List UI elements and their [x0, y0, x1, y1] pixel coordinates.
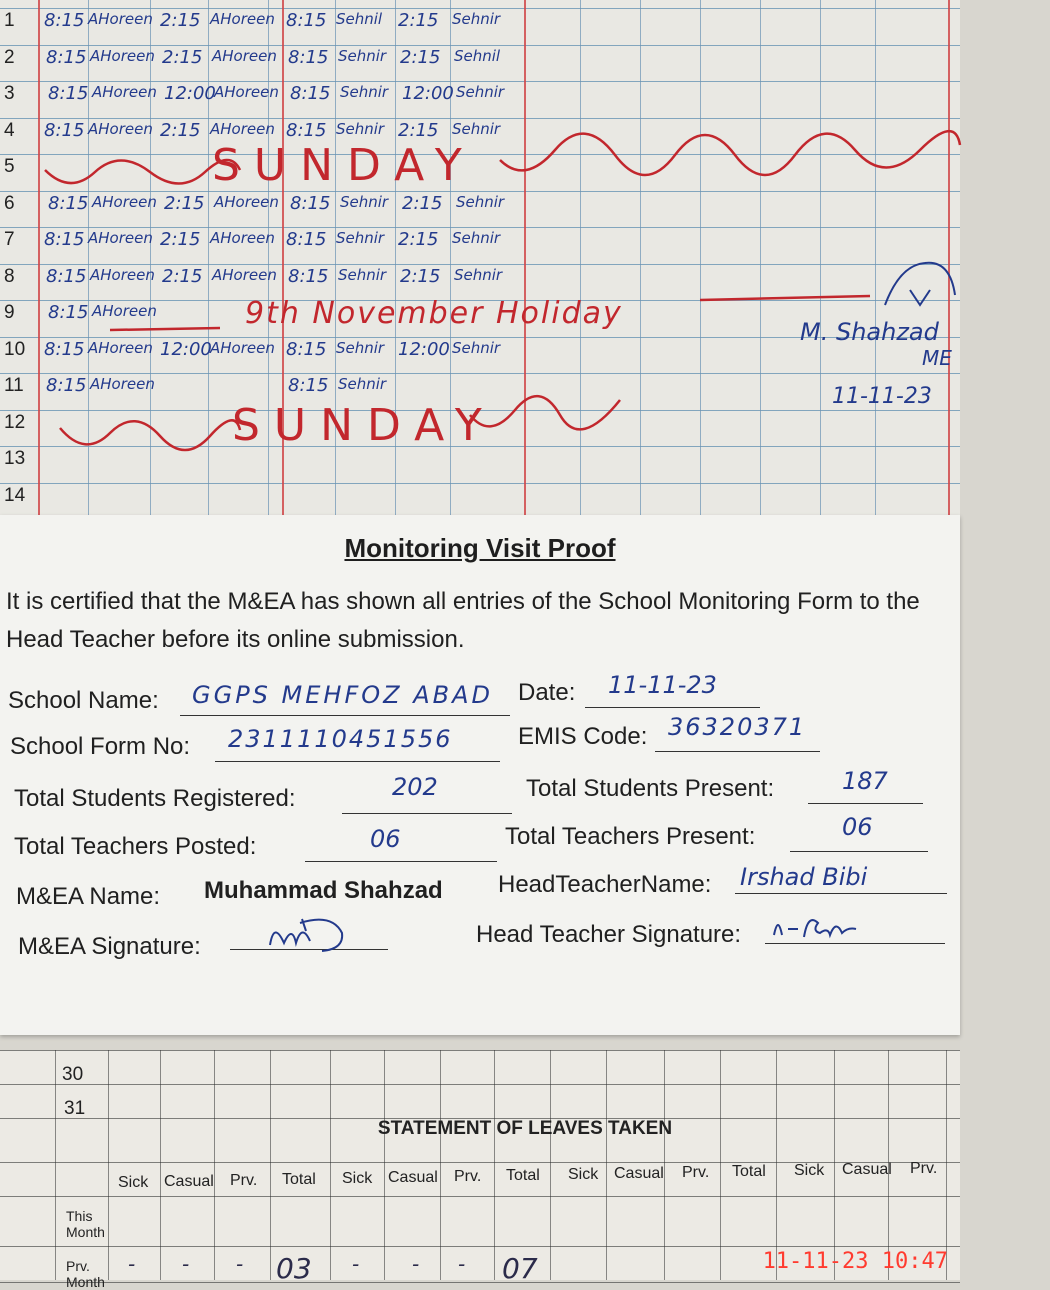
sunday-label: SUNDAY [232, 400, 496, 451]
entry-name: AHoreen [212, 265, 277, 284]
leave-column-header: Prv. [454, 1168, 482, 1185]
camera-timestamp: 11-11-23 10:47 [762, 1249, 948, 1274]
lower-column-line [160, 1050, 161, 1280]
row-number: 3 [4, 83, 15, 104]
entry-name: AHoreen [88, 229, 153, 247]
emis-label: EMIS Code: [518, 723, 648, 750]
register-row-line [0, 227, 960, 228]
entry-name: Sehnir [336, 119, 385, 138]
entry-time: 2:15 [400, 265, 441, 287]
school-name-line [180, 715, 510, 716]
entry-name: AHoreen [88, 10, 153, 28]
entry-time: 8:15 [290, 192, 331, 214]
entry-time: 2:15 [398, 229, 439, 250]
teachers-present-label: Total Teachers Present: [505, 823, 756, 850]
entry-name: Sehnir [336, 338, 385, 357]
entry-time: 8:15 [286, 119, 327, 141]
margin-suffix: ME [922, 346, 952, 370]
lower-column-line [664, 1050, 665, 1280]
students-present-label: Total Students Present: [526, 775, 775, 802]
holiday-note: 9th November Holiday [245, 296, 623, 331]
entry-name: AHoreen [90, 265, 155, 284]
teachers-present-value: 06 [842, 813, 873, 841]
entry-time: 8:15 [48, 192, 89, 214]
students-registered-label: Total Students Registered: [14, 785, 296, 812]
lower-column-line [55, 1050, 56, 1280]
prv-month-value: - [412, 1252, 420, 1276]
entry-time: 8:15 [286, 229, 327, 250]
lower-row-line [0, 1282, 960, 1283]
prv-month-value: - [182, 1252, 190, 1276]
entry-name: AHoreen [88, 119, 153, 138]
leave-column-header: Prv. [910, 1160, 938, 1177]
entry-time: 8:15 [44, 229, 85, 250]
entry-name: AHoreen [210, 338, 275, 357]
wave-strike [470, 395, 620, 440]
entry-time: 8:15 [290, 83, 331, 104]
entry-time: 2:15 [402, 192, 443, 214]
entry-name: AHoreen [214, 192, 279, 211]
row-number: 4 [4, 119, 15, 141]
entry-time: 8:15 [46, 375, 87, 396]
entry-name: Sehnir [452, 229, 501, 247]
school-name-label: School Name: [8, 687, 159, 714]
entry-name: AHoreen [92, 302, 157, 320]
mea-name-value: Muhammad Shahzad [204, 877, 443, 904]
students-present-line [808, 803, 923, 804]
row-number: 14 [4, 484, 26, 506]
lower-row-line [0, 1084, 960, 1085]
entry-name: AHoreen [214, 83, 279, 101]
teachers-posted-value: 06 [370, 825, 401, 853]
register-column-line [760, 0, 761, 520]
margin-name: M. Shahzad [800, 318, 939, 346]
prv-month-value: - [458, 1252, 466, 1276]
leave-column-header: Sick [568, 1166, 599, 1183]
register-column-line [700, 0, 701, 520]
entry-name: Sehnir [340, 83, 389, 101]
entry-time: 2:15 [160, 10, 201, 31]
leave-column-header: Sick [118, 1174, 149, 1191]
prv-month-value: 03 [276, 1252, 312, 1285]
wave-strike [40, 150, 240, 195]
lower-column-line [946, 1050, 947, 1280]
row-number: 11 [4, 375, 24, 396]
entry-time: 2:15 [398, 119, 439, 141]
students-registered-value: 202 [392, 773, 438, 801]
leave-column-header: Total [506, 1167, 540, 1184]
prv-month-label: Prv. Month [66, 1258, 105, 1290]
register-column-line [580, 0, 581, 520]
entry-name: AHoreen [90, 46, 155, 65]
leave-column-header: Casual [842, 1161, 892, 1178]
entry-name: Sehnir [452, 10, 501, 28]
head-teacher-name-label: HeadTeacherName: [498, 871, 712, 898]
date-line [585, 707, 760, 708]
entry-name: Sehnir [338, 265, 387, 284]
margin-signature-icon [880, 255, 960, 315]
slip-title: Monitoring Visit Proof [344, 533, 616, 563]
wave-strike [60, 418, 240, 458]
register-row-line [0, 81, 960, 82]
entry-name: Sehnir [452, 119, 501, 138]
entry-name: Sehnir [338, 375, 387, 393]
entry-time: 2:15 [162, 265, 203, 287]
this-month-label: This Month [66, 1208, 105, 1240]
lower-row-line [0, 1246, 960, 1247]
entry-name: Sehnir [340, 192, 389, 211]
lower-column-line [834, 1050, 835, 1280]
lower-row-line [0, 1196, 960, 1197]
lower-register [0, 1050, 960, 1290]
leave-column-header: Casual [164, 1173, 214, 1190]
form-no-line [215, 761, 500, 762]
leave-column-header: Total [732, 1163, 766, 1180]
entry-name: Sehnir [338, 46, 387, 65]
register-row-line [0, 264, 960, 265]
strike-line [700, 290, 870, 310]
entry-time: 8:15 [44, 338, 85, 360]
lower-column-line [214, 1050, 215, 1280]
entry-name: Sehnir [456, 192, 505, 211]
register-row-line [0, 8, 960, 9]
lower-column-line [384, 1050, 385, 1280]
row-number: 10 [4, 338, 26, 360]
entry-time: 2:15 [164, 192, 205, 214]
students-present-value: 187 [842, 767, 888, 795]
entry-name: AHoreen [210, 119, 275, 138]
row-number: 5 [4, 156, 15, 177]
lower-column-line [494, 1050, 495, 1280]
form-no-label: School Form No: [10, 733, 191, 760]
prv-month-value: 07 [502, 1252, 538, 1285]
row-number: 6 [4, 192, 15, 214]
school-name-value: GGPS MEHFOZ ABAD [192, 681, 493, 709]
head-teacher-signature-label: Head Teacher Signature: [476, 921, 742, 948]
margin-date: 11-11-23 [832, 384, 932, 409]
leave-column-header: Casual [388, 1169, 438, 1186]
entry-name: AHoreen [90, 375, 155, 393]
entry-name: Sehnir [452, 338, 501, 357]
emis-value: 36320371 [668, 713, 807, 741]
entry-name: AHoreen [210, 229, 275, 247]
row-number: 13 [4, 448, 26, 469]
entry-name: AHoreen [92, 192, 157, 211]
register-row-line [0, 118, 960, 119]
students-registered-line [342, 813, 512, 814]
leave-column-header: Total [282, 1171, 316, 1188]
strike-line [110, 318, 220, 338]
register-margin-line [524, 0, 526, 520]
prv-month-value: - [236, 1252, 244, 1276]
entry-name: AHoreen [212, 46, 277, 65]
leave-column-header: Prv. [230, 1172, 258, 1189]
entry-time: 2:15 [162, 46, 203, 68]
monitoring-visit-slip [0, 515, 960, 1035]
entry-time: 2:15 [160, 119, 201, 141]
leave-column-header: Casual [614, 1165, 664, 1182]
lower-column-line [440, 1050, 441, 1280]
entry-time: 8:15 [286, 10, 327, 31]
entry-time: 2:15 [160, 229, 201, 250]
entry-name: Sehnil [336, 10, 383, 28]
entry-time: 8:15 [48, 302, 89, 323]
lower-column-line [776, 1050, 777, 1280]
entry-time: 8:15 [44, 119, 85, 141]
lower-column-line [270, 1050, 271, 1280]
sunday-label: SUNDAY [212, 140, 476, 191]
head-teacher-name-line [735, 893, 947, 894]
entry-name: AHoreen [88, 338, 153, 357]
head-teacher-signature-icon [768, 909, 868, 945]
row-number: 2 [4, 46, 15, 68]
form-no-value: 2311110451556 [228, 725, 453, 753]
leave-column-header: Sick [342, 1170, 373, 1187]
register-column-line [875, 0, 876, 520]
register-column-line [820, 0, 821, 520]
row-number: 31 [64, 1098, 86, 1119]
lower-row-line [0, 1050, 960, 1051]
teachers-posted-label: Total Teachers Posted: [14, 833, 257, 860]
row-number: 30 [62, 1064, 84, 1085]
entry-time: 8:15 [44, 10, 85, 31]
entry-time: 8:15 [48, 83, 89, 104]
date-value: 11-11-23 [608, 671, 717, 699]
leave-column-header: Prv. [682, 1164, 710, 1181]
entry-time: 8:15 [286, 338, 327, 360]
register-column-line [640, 0, 641, 520]
row-number: 9 [4, 302, 15, 323]
entry-time: 12:00 [398, 338, 450, 360]
mea-signature-label: M&EA Signature: [18, 933, 201, 960]
row-number: 7 [4, 229, 15, 250]
head-teacher-name-value: Irshad Bibi [740, 863, 868, 891]
entry-time: 2:15 [400, 46, 441, 68]
lower-column-line [550, 1050, 551, 1280]
entry-name: Sehnir [454, 265, 503, 284]
entry-name: Sehnil [454, 46, 501, 65]
emis-line [655, 751, 820, 752]
prv-month-value: - [352, 1252, 360, 1276]
register-row-line [0, 45, 960, 46]
prv-month-value: - [128, 1252, 136, 1276]
entry-name: AHoreen [92, 83, 157, 101]
attendance-register [0, 0, 960, 520]
entry-time: 12:00 [402, 83, 454, 104]
leaves-title: STATEMENT OF LEAVES TAKEN [377, 1118, 673, 1139]
entry-time: 8:15 [288, 375, 329, 396]
leave-column-header: Sick [794, 1162, 825, 1179]
entry-time: 12:00 [160, 338, 212, 360]
entry-name: AHoreen [210, 10, 275, 28]
entry-name: Sehnir [456, 83, 505, 101]
date-label: Date: [518, 679, 576, 706]
row-number: 12 [4, 411, 26, 433]
entry-name: Sehnir [336, 229, 385, 247]
teachers-posted-line [305, 861, 497, 862]
lower-column-line [720, 1050, 721, 1280]
entry-time: 8:15 [288, 46, 329, 68]
mea-name-label: M&EA Name: [16, 883, 161, 910]
row-number: 8 [4, 265, 15, 287]
certification-text: It is certified that the M&EA has shown all entries of the School Monitoring Form to the Head Teacher before its online submission. [6, 588, 920, 653]
entry-time: 2:15 [398, 10, 439, 31]
lower-column-line [606, 1050, 607, 1280]
lower-column-line [330, 1050, 331, 1280]
mea-signature-icon [262, 913, 352, 957]
teachers-present-line [790, 851, 928, 852]
register-row-line [0, 373, 960, 374]
wave-strike [500, 130, 960, 185]
entry-time: 12:00 [164, 83, 216, 104]
register-row-line [0, 483, 960, 484]
entry-time: 8:15 [288, 265, 329, 287]
register-margin-line [38, 0, 40, 520]
entry-time: 8:15 [46, 265, 87, 287]
entry-time: 8:15 [46, 46, 87, 68]
row-number: 1 [4, 10, 15, 31]
lower-column-line [108, 1050, 109, 1280]
